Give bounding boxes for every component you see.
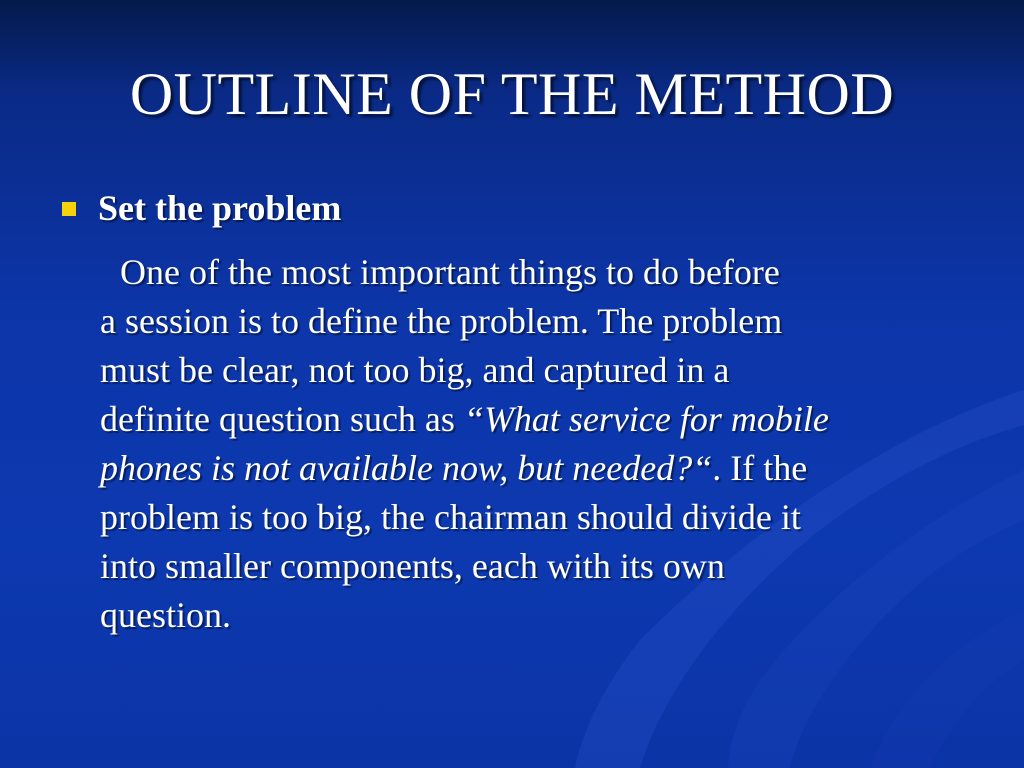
paragraph-line — [100, 395, 980, 444]
slide-title: OUTLINE OF THE METHOD — [129, 61, 895, 127]
paragraph-line: problem is too big, the chairman should divide it — [100, 497, 801, 537]
bullet-item — [62, 186, 341, 230]
paragraph-line: One of the most important things to do before — [120, 252, 780, 292]
paragraph-line — [100, 444, 980, 493]
body-paragraph — [100, 248, 980, 640]
bullet-label: Set the problem — [98, 188, 342, 228]
paragraph-line: into smaller components, each with its own — [100, 546, 725, 586]
example-question-quote: phones is not available now, but needed?“ — [100, 448, 713, 488]
paragraph-line: a session is to define the problem. The problem — [100, 301, 783, 341]
paragraph-text: . If the — [712, 448, 808, 488]
example-question-quote: “What service for mobile — [463, 399, 829, 439]
square-bullet-icon — [62, 202, 76, 216]
paragraph-text: definite question such as — [100, 399, 464, 439]
paragraph-line: must be clear, not too big, and captured in a — [100, 350, 730, 390]
paragraph-line: question. — [100, 595, 231, 635]
